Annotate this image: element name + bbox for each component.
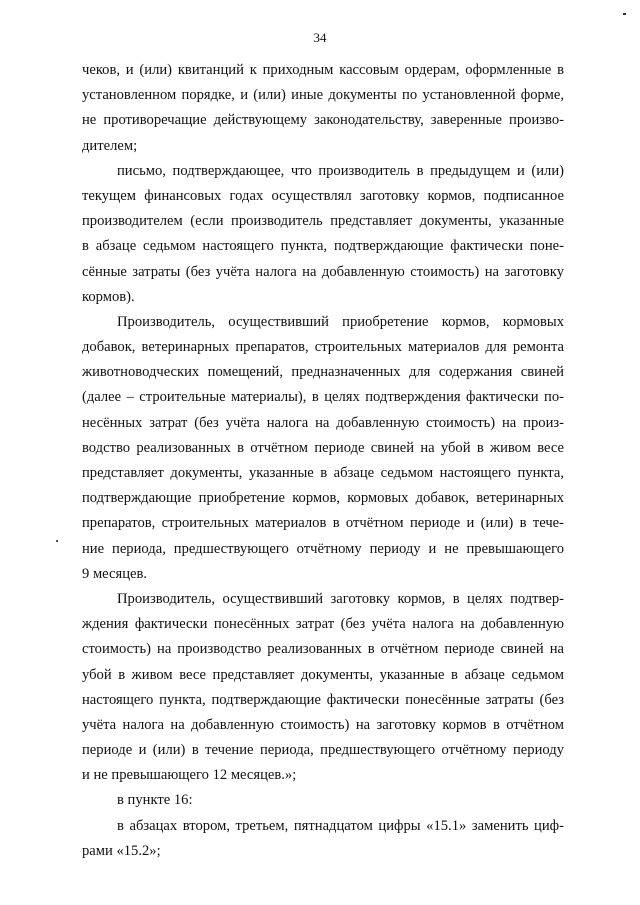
page-number: 34 xyxy=(313,30,327,45)
text-line: представляет документы, указанные в абзаце седьмом настоящего пункта, xyxy=(82,465,564,481)
text-line: рами «15.2»; xyxy=(82,842,161,859)
text-line: ние периода, предшествующего отчётному периоду и не превышающего xyxy=(82,540,564,557)
text-line: 9 месяцев. xyxy=(82,565,148,582)
text-line: чеков, и (или) квитанций к приходным кассовым ордерам, оформленные в xyxy=(82,62,564,78)
text-line: стоимость) на производство реализованных в отчётном периоде свиней на xyxy=(82,641,564,658)
text-line: в пункте 16: xyxy=(117,792,193,809)
text-line: в абзацах втором, третьем, пятнадцатом цифры «15.1» заменить циф- xyxy=(117,817,564,834)
text-line: дителем; xyxy=(82,137,138,154)
text-line: подтверждающие приобретение кормов, кормовых добавок, ветеринарных xyxy=(82,490,564,507)
text-line: водство реализованных в отчётном периоде свиней на убой в живом весе xyxy=(82,439,564,456)
scan-mark xyxy=(623,13,626,15)
text-line: Производитель, осуществивший заготовку кормов, в целях подтвер- xyxy=(117,590,564,607)
text-line: периоде и (или) в течение периода, предшествующего отчётному периоду xyxy=(82,742,564,759)
text-line: производителем (если производитель представляет документы, указанные xyxy=(82,213,564,230)
body-text xyxy=(82,58,564,864)
text-line: не противоречащие действующему законодательству, заверенные произво- xyxy=(82,112,564,129)
text-line: кормов). xyxy=(82,288,135,305)
text-line: в абзаце седьмом настоящего пункта, подтверждающие фактически поне- xyxy=(82,238,564,255)
text-line: ждения фактически понесённых затрат (без учёта налога на добавленную xyxy=(82,616,564,633)
text-line: текущем финансовых годах осуществлял заготовку кормов, подписанное xyxy=(82,187,564,204)
text-line: препаратов, строительных материалов в отчётном периоде и (или) в тече- xyxy=(82,515,564,532)
text-line: Производитель, осуществивший приобретение кормов, кормовых xyxy=(117,313,564,330)
scan-mark xyxy=(56,540,58,542)
text-line: письмо, подтверждающее, что производитель в предыдущем и (или) xyxy=(117,162,564,179)
text-line: убой в живом весе представляет документы, указанные в абзаце седьмом xyxy=(82,666,564,683)
text-line: и не превышающего 12 месяцев.»; xyxy=(82,767,297,784)
text-line: сённые затраты (без учёта налога на добавленную стоимость) на заготовку xyxy=(82,263,564,280)
text-line: настоящего пункта, подтверждающие фактически понесённые затраты (без xyxy=(82,691,564,708)
text-line: (далее – строительные материалы), в целях подтверждения фактически по- xyxy=(82,389,564,406)
text-line: установленном порядке, и (или) иные документы по установленной форме, xyxy=(82,87,564,104)
text-line: добавок, ветеринарных препаратов, строительных материалов для ремонта xyxy=(82,339,564,356)
text-line: учёта налога на добавленную стоимость) на заготовку кормов в отчётном xyxy=(82,716,564,733)
text-line: животноводческих помещений, предназначенных для содержания свиней xyxy=(82,364,564,381)
text-line: несённых затрат (без учёта налога на добавленную стоимость) на произ- xyxy=(82,414,564,431)
